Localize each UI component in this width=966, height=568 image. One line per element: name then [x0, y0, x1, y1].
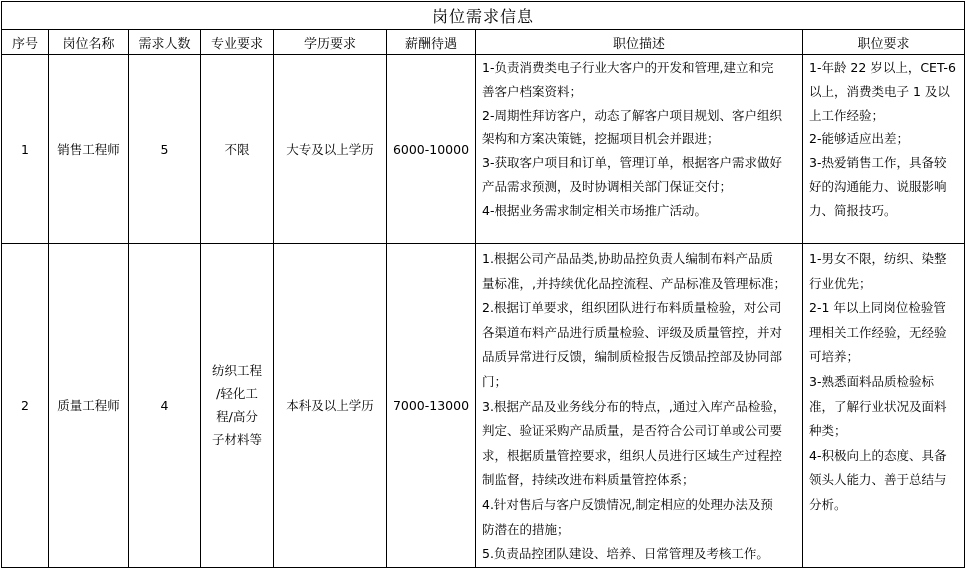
text-line: 1-男女不限，纺织、染整: [809, 251, 947, 266]
row-count: 4: [129, 244, 201, 568]
text-line: 纺织工程: [211, 363, 262, 379]
text-line: 3.根据产品及业务线分布的特点，,通过入库产品检验，: [482, 398, 786, 414]
header-salary: 薪酬待遇: [387, 30, 476, 55]
text-line: 1.根据公司产品品类,协助品控负责人编制布料产品质: [482, 251, 773, 266]
job-demand-table: [1, 1, 965, 568]
row-description: [476, 244, 803, 568]
text-line: 好的沟通能力、说服影响: [809, 178, 947, 194]
text-line: 量标准，,并持续优化品控流程、产品标准及管理标准；: [482, 275, 786, 291]
text-line: 程/高分: [216, 409, 258, 425]
text-line: 各渠道布料产品进行质量检验、评级及质量管控，并对: [482, 324, 783, 340]
header-description: 职位描述: [476, 30, 803, 55]
row-description: [476, 55, 803, 244]
header-row: [2, 30, 965, 55]
row-major: 不限: [201, 55, 274, 244]
row-count: 5: [129, 55, 201, 244]
table-row: [2, 55, 965, 244]
text-line: 上工作经验；: [809, 107, 885, 123]
text-line: /轻化工: [216, 386, 258, 402]
text-line: 理相关工作经验，无经验: [809, 324, 947, 340]
row-seq: 1: [2, 55, 49, 244]
text-line: 行业优先；: [809, 275, 872, 291]
header-position: 岗位名称: [49, 30, 129, 55]
row-education: 大专及以上学历: [274, 55, 387, 244]
text-line: 求，根据质量管控要求，组织人员进行区域生产过程控: [482, 447, 783, 463]
text-line: 1-负责消费类电子行业大客户的开发和管理,建立和完: [482, 60, 774, 75]
text-line: 力、简报技巧。: [809, 202, 897, 218]
text-line: 以上，消费类电子 1 及以: [809, 83, 950, 99]
row-salary: 7000-13000: [387, 244, 476, 568]
row-requirements: [803, 244, 965, 568]
row-position: 销售工程师: [49, 55, 129, 244]
table-title: 岗位需求信息: [2, 2, 965, 30]
text-line: 领头人能力、善于总结与: [809, 472, 947, 488]
header-education: 学历要求: [274, 30, 387, 55]
text-line: 架构和方案决策链，挖掘项目机会并跟进；: [482, 131, 720, 147]
table-row: [2, 244, 965, 568]
text-line: 4-根据业务需求制定相关市场推广活动。: [482, 202, 707, 218]
text-line: 制监督，持续改进布料质量管控体系；: [482, 472, 695, 488]
text-line: 判定、验证采购产品质量，是否符合公司订单或公司要: [482, 423, 783, 439]
row-major: [201, 244, 274, 568]
text-line: 门；: [482, 373, 508, 389]
text-line: 品质异常进行反馈，编制质检报告反馈品控部及协同部: [482, 349, 783, 365]
text-line: 防潜在的措施；: [482, 521, 570, 537]
row-position: 质量工程师: [49, 244, 129, 568]
text-line: 2-周期性拜访客户，动态了解客户项目规划、客户组织: [482, 107, 782, 123]
text-line: 产品需求预测，及时协调相关部门保证交付；: [482, 178, 733, 194]
text-line: 种类；: [809, 423, 847, 439]
text-line: 1-年龄 22 岁以上，CET-6: [809, 60, 956, 75]
row-requirements: [803, 55, 965, 244]
text-line: 分析。: [809, 496, 847, 512]
text-line: 可培养；: [809, 349, 860, 365]
text-line: 善客户档案资料；: [482, 83, 583, 99]
text-line: 3-熟悉面料品质检验标: [809, 373, 934, 389]
text-line: 5.负责品控团队建设、培养、日常管理及考核工作。: [482, 546, 769, 562]
job-demand-sheet: [1, 1, 965, 568]
text-line: 4.针对售后与客户反馈情况,制定相应的处理办法及预: [482, 496, 773, 512]
text-line: 3-热爱销售工作，具备较: [809, 155, 947, 171]
text-line: 子材料等: [211, 432, 262, 448]
header-requirements: 职位要求: [803, 30, 965, 55]
text-line: 2-1 年以上同岗位检验管: [809, 300, 946, 316]
header-major: 专业要求: [201, 30, 274, 55]
row-seq: 2: [2, 244, 49, 568]
text-line: 准，了解行业状况及面料: [809, 398, 947, 414]
text-line: 3-获取客户项目和订单，管理订单，根据客户需求做好: [482, 155, 782, 171]
header-count: 需求人数: [129, 30, 201, 55]
header-seq: 序号: [2, 30, 49, 55]
row-salary: 6000-10000: [387, 55, 476, 244]
text-line: 4-积极向上的态度、具备: [809, 447, 947, 463]
text-line: 2.根据订单要求，组织团队进行布料质量检验，对公司: [482, 300, 782, 316]
row-education: 本科及以上学历: [274, 244, 387, 568]
text-line: 2-能够适应出差；: [809, 131, 909, 147]
